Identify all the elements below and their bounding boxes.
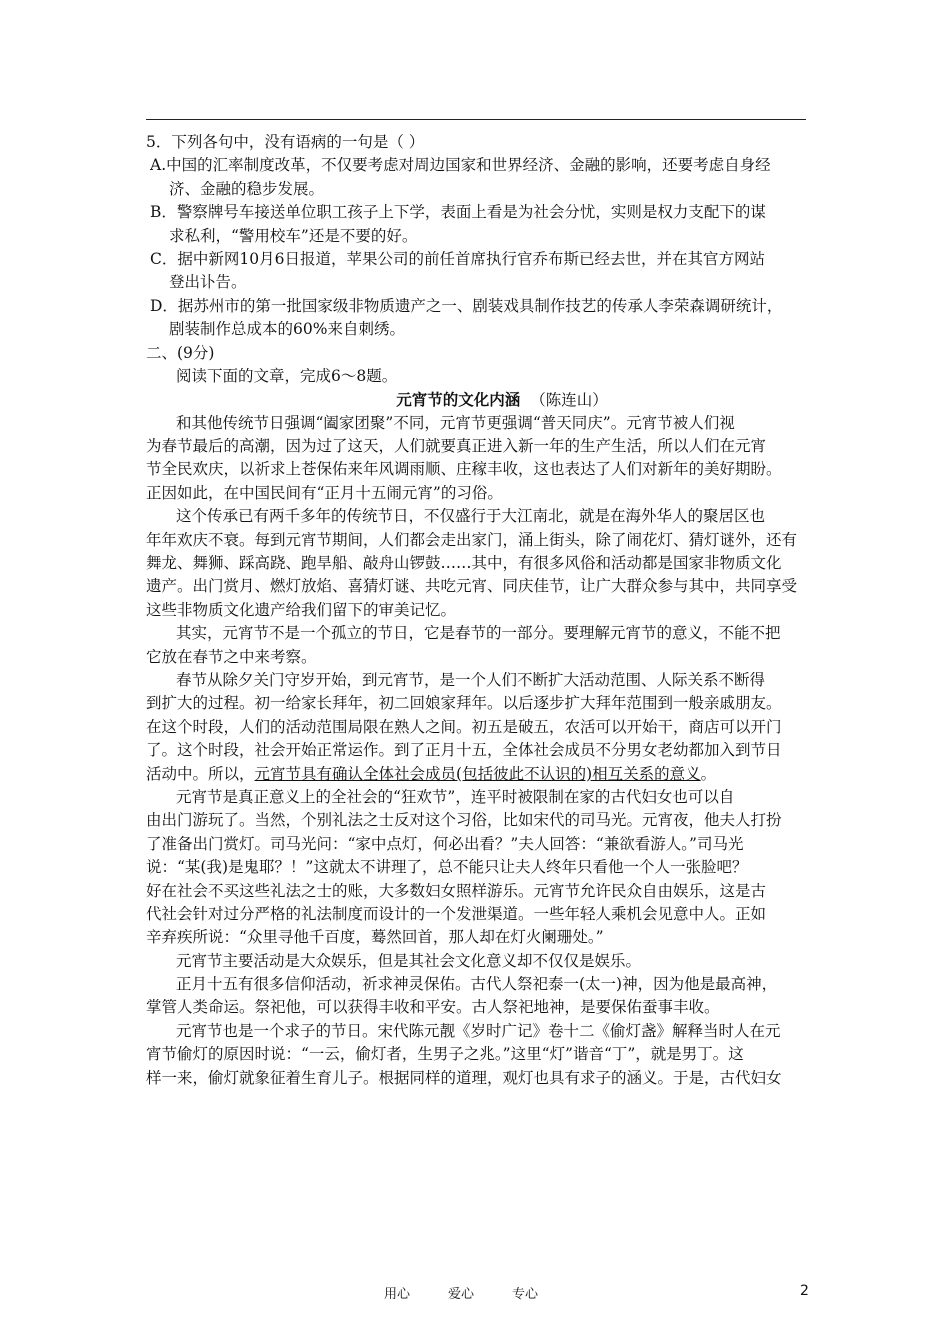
- option-d-line-1: D．据苏州市的第一批国家级非物质遗产之一、剧装戏具制作技艺的传承人李荣森调研统计，: [150, 296, 783, 315]
- page-number: 2: [800, 1283, 809, 1299]
- paragraph-1: [146, 412, 818, 506]
- paragraph-line: 正月十五有很多信仰活动，祈求神灵保佑。古代人祭祀泰一(太一)神，因为他是最高神，: [176, 975, 778, 994]
- footer-word: 用心: [384, 1287, 411, 1302]
- header-rule: [146, 119, 806, 120]
- paragraph-line: 说：“某(我)是鬼耶？！”这就太不讲理了，总不能只让夫人终年只看他一个人一张脸吧？: [146, 858, 748, 877]
- paragraph-line: 好在社会不买这些礼法之士的账，大多数妇女照样游乐。元宵节允许民众自由娱乐，这是古: [146, 881, 767, 900]
- paragraph-line: 春节从除夕关门守岁开始，到元宵节，是一个人们不断扩大活动范围、人际关系不断得: [176, 670, 766, 689]
- paragraph-7: [146, 973, 818, 1020]
- paragraph-line: 元宵节是真正意义上的全社会的“狂欢节”，连平时被限制在家的古代妇女也可以自: [176, 787, 735, 806]
- footer-motto: [384, 1283, 576, 1302]
- paragraph-6: [146, 950, 818, 973]
- section-2-heading: 二、(9分): [146, 343, 215, 362]
- paragraph-3: [146, 622, 818, 669]
- page-footer: [0, 1283, 950, 1303]
- article-title: 元宵节的文化内涵: [396, 390, 521, 410]
- paragraph-line: 代社会针对过分严格的礼法制度而设计的一个发泄渠道。一些年轻人乘机会见意中人。正如: [146, 904, 767, 923]
- footer-word: 爱心: [448, 1287, 475, 1302]
- paragraph-line: 节全民欢庆，以祈求上苍保佑来年风调雨顺、庄稼丰收，这也表达了人们对新年的美好期盼。: [146, 460, 782, 479]
- paragraph-line: 样一来，偷灯就象征着生育儿子。根据同样的道理，观灯也具有求子的涵义。于是，古代妇女: [146, 1068, 782, 1087]
- paragraph-line: 由出门游玩了。当然，个别礼法之士反对这个习俗，比如宋代的司马光。元宵夜，他夫人打扮: [146, 811, 782, 830]
- option-a-line-1: A.中国的汇率制度改革，不仅要考虑对周边国家和世界经济、金融的影响，还要考虑自身经: [150, 156, 771, 175]
- section-2-instruction: 阅读下面的文章，完成6～8题。: [176, 366, 398, 385]
- line-text: 活动中。所以，: [146, 764, 255, 783]
- paragraph-line: 为春节最后的高潮，因为过了这天，人们就要真正进入新一年的生产生活，所以人们在元宵: [146, 437, 767, 456]
- paragraph-line: [146, 763, 818, 786]
- underlined-sentence: 元宵节具有确认全体社会成员(包括彼此不认识的)相互关系的意义: [254, 764, 701, 783]
- footer-word: 专心: [512, 1287, 539, 1302]
- question-5-stem: 5．下列各句中，没有语病的一句是（ ）: [146, 133, 425, 151]
- paragraph-line: 和其他传统节日强调“阖家团聚”不同，元宵节更强调“普天同庆”。元宵节被人们视: [176, 413, 735, 432]
- option-c-line-2: 登出讣告。: [169, 273, 247, 292]
- paragraph-line: 辛弃疾所说：“众里寻他千百度，蓦然回首，那人却在灯火阑珊处。”: [146, 928, 604, 947]
- paragraph-line: 元宵节主要活动是大众娱乐，但是其社会文化意义却不仅仅是娱乐。: [176, 951, 642, 970]
- option-a-line-2: 济、金融的稳步发展。: [169, 179, 325, 198]
- paragraph-line: 元宵节也是一个求子的节日。宋代陈元靓《岁时广记》卷十二《偷灯盏》解释当时人在元: [176, 1021, 781, 1040]
- paragraph-2: [146, 505, 818, 622]
- article-title-line: [146, 388, 818, 411]
- line-text: 。: [700, 764, 717, 783]
- option-b-line-1: B．警察牌号车接送单位职工孩子上下学，表面上看是为社会分忧，实则是权力支配下的谋: [150, 203, 766, 222]
- option-d-line-2: 剧装制作总成本的60%来自刺绣。: [169, 320, 405, 339]
- paragraph-line: 它放在春节之中来考察。: [146, 647, 317, 666]
- paragraph-8: [146, 1020, 818, 1090]
- paragraph-line: 舞龙、舞狮、踩高跷、跑旱船、敲舟山锣鼓……其中，有很多风俗和活动都是国家非物质文化: [146, 554, 782, 573]
- option-b-line-2: 求私利，“警用校车”还是不要的好。: [169, 226, 418, 245]
- paragraph-line: 到扩大的过程。初一给家长拜年，初二回娘家拜年。以后逐步扩大拜年范围到一般亲戚朋友。: [146, 694, 782, 713]
- article-author: （陈连山）: [530, 391, 608, 410]
- paragraph-line: 正因如此，在中国民间有“正月十五闹元宵”的习俗。: [146, 483, 503, 502]
- paragraph-line: 这些非物质文化遗产给我们留下的审美记忆。: [146, 600, 457, 619]
- paragraph-line: 遗产。出门赏月、燃灯放焰、喜猜灯谜、共吃元宵、同庆佳节，让广大群众参与其中，共同享受: [146, 577, 798, 596]
- paragraph-line: 其实，元宵节不是一个孤立的节日，它是春节的一部分。要理解元宵节的意义，不能不把: [176, 624, 781, 643]
- paragraph-line: 了准备出门赏灯。司马光问：“家中点灯，何必出看？”夫人回答：“兼欲看游人。”司马光: [146, 834, 744, 853]
- paragraph-line: 掌管人类命运。祭祀他，可以获得丰收和平安。古人祭祀地神，是要保佑蚕事丰收。: [146, 998, 720, 1017]
- paragraph-line: 宵节偷灯的原因时说：“一云，偷灯者，生男子之兆。”这里“灯”谐音“丁”，就是男丁。这: [146, 1045, 744, 1064]
- paragraph-line: 了。这个时段，社会开始正常运作。到了正月十五，全体社会成员不分男女老幼都加入到节日: [146, 741, 782, 760]
- paragraph-line: 年年欢庆不衰。每到元宵节期间，人们都会走出家门，涌上街头，除了闹花灯、猜灯谜外，还有: [146, 530, 798, 549]
- paragraph-5: [146, 786, 818, 950]
- option-c-line-1: C．据中新网10月6日报道，苹果公司的前任首席执行官乔布斯已经去世，并在其官方网站: [150, 249, 765, 268]
- paragraph-line: 这个传承已有两千多年的传统节日，不仅盛行于大江南北，就是在海外华人的聚居区也: [176, 507, 766, 526]
- paragraph-4: [146, 669, 818, 786]
- document-body: [146, 131, 818, 1090]
- paragraph-line: 在这个时段，人们的活动范围局限在熟人之间。初五是破五，农活可以开始干，商店可以开门: [146, 717, 782, 736]
